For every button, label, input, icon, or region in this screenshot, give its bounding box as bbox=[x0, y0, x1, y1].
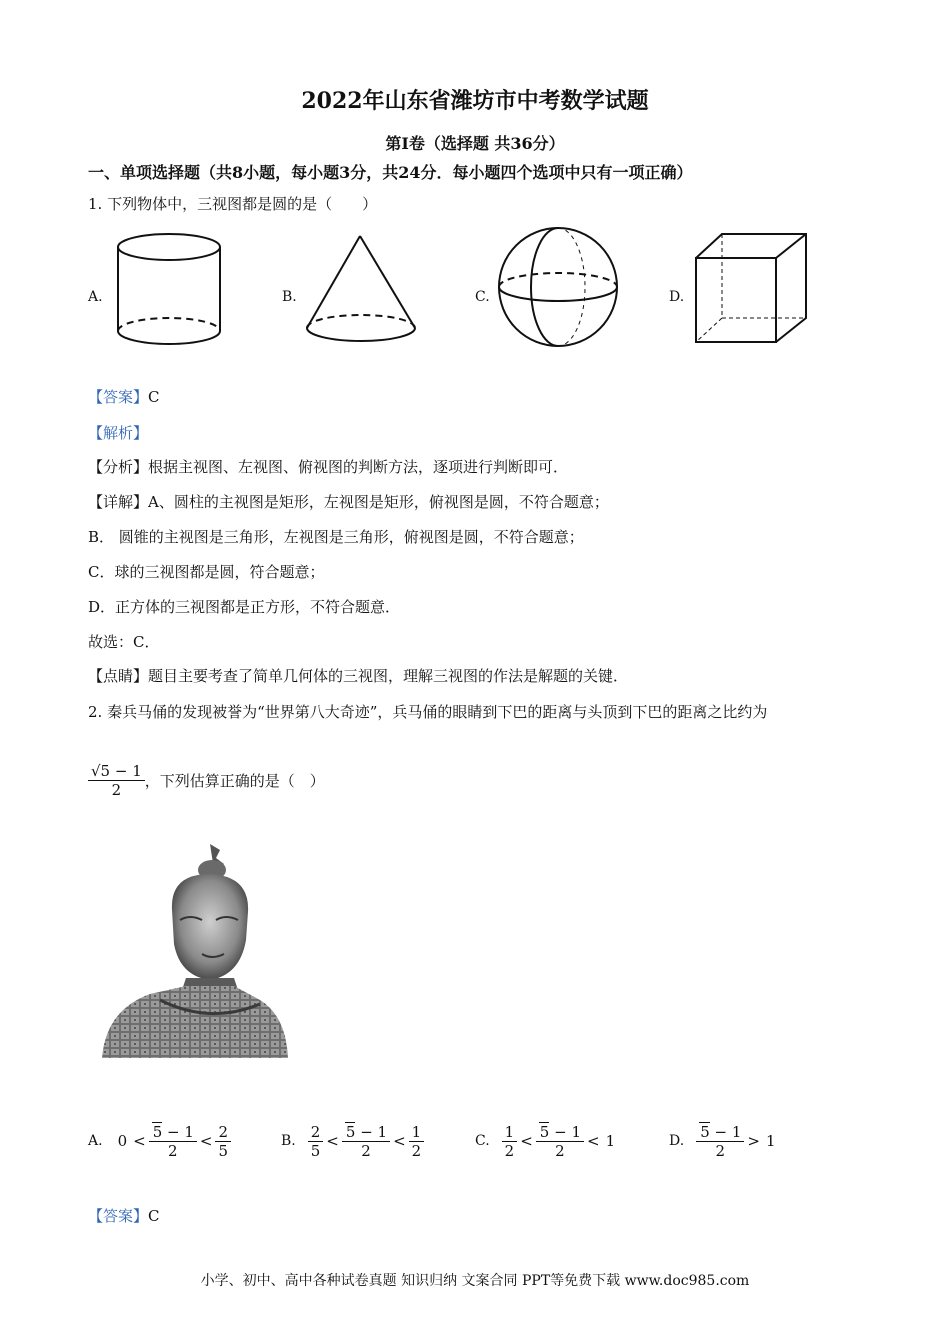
less-than-sign: < bbox=[133, 1132, 146, 1150]
option-right-fraction bbox=[215, 1123, 231, 1160]
option-letter: B. bbox=[281, 1133, 296, 1149]
q2-option-a bbox=[88, 1122, 231, 1160]
xiangjie-tag: 【详解】 bbox=[88, 493, 149, 511]
q1-line-b: B． 圆锥的主视图是三角形，左视图是三角形，俯视图是圆，不符合题意； bbox=[88, 528, 584, 546]
fraction-denominator: 2 bbox=[111, 781, 122, 799]
option-right-fraction bbox=[409, 1123, 425, 1160]
option-letter: D. bbox=[669, 1133, 685, 1149]
dianjing-tag: 【点睛】 bbox=[88, 667, 149, 685]
sqrt-5: 5 bbox=[539, 1123, 550, 1141]
fraction-numerator: √5 − 1 bbox=[88, 762, 145, 781]
greater-than-sign: > bbox=[747, 1132, 760, 1150]
denominator: 5 bbox=[310, 1141, 321, 1160]
section-heading: 一、单项选择题（共8小题，每小题3分，共24分．每小题四个选项中只有一项正确） bbox=[88, 163, 693, 182]
sqrt-5: 5 bbox=[700, 1123, 710, 1141]
q1-dianjing bbox=[88, 665, 628, 686]
q2-stem-fraction-line bbox=[88, 762, 325, 799]
dianjing-text: 题目主要考查了简单几何体的三视图，理解三视图的作法是解题的关键． bbox=[148, 667, 629, 685]
q1-line-c: C．球的三视图都是圆，符合题意； bbox=[88, 563, 325, 581]
q1-fenxi bbox=[88, 456, 568, 477]
fraction-denominator: 2 bbox=[555, 1142, 565, 1160]
option-letter: A. bbox=[88, 1133, 103, 1149]
numerator: 2 bbox=[308, 1123, 324, 1142]
golden-ratio-fraction bbox=[696, 1122, 744, 1160]
fraction-denominator: 2 bbox=[361, 1142, 371, 1160]
q1-conclusion: 故选：C． bbox=[88, 633, 160, 651]
minus-one: − 1 bbox=[709, 1123, 742, 1141]
q1-option-b-label: B. bbox=[282, 289, 297, 305]
less-than-sign: < bbox=[326, 1132, 339, 1150]
sphere-figure bbox=[497, 226, 621, 350]
answer-value: C bbox=[148, 388, 160, 406]
paper-subtitle: 第Ⅰ卷（选择题 共36分） bbox=[385, 134, 565, 153]
q1-option-d-label: D. bbox=[669, 289, 685, 305]
option-right-value: 1 bbox=[605, 1132, 616, 1150]
answer-value: C bbox=[148, 1207, 160, 1225]
numerator: 1 bbox=[502, 1123, 518, 1142]
numerator: 2 bbox=[215, 1123, 231, 1142]
q1-stem: 1. 下列物体中，三视图都是圆的是（ ） bbox=[88, 195, 378, 213]
fenxi-text: 根据主视图、左视图、俯视图的判断方法，逐项进行判断即可． bbox=[148, 458, 569, 476]
q1-analysis-tag: 【解析】 bbox=[88, 424, 149, 442]
answer-tag: 【答案】 bbox=[88, 388, 149, 406]
option-left-fraction bbox=[308, 1123, 324, 1160]
q2-stem: 2. 秦兵马俑的发现被誉为“世界第八大奇迹”，兵马俑的眼睛到下巴的距离与头顶到下巴的距离之比约为 bbox=[88, 703, 768, 721]
option-left-value: 0 bbox=[117, 1132, 128, 1150]
q1-option-a-label: A. bbox=[88, 289, 103, 305]
minus-one: − 1 bbox=[549, 1123, 581, 1141]
xiangjie-text: A、圆柱的主视图是矩形，左视图是矩形，俯视图是圆，不符合题意； bbox=[148, 493, 609, 511]
answer-tag: 【答案】 bbox=[88, 1207, 149, 1225]
option-letter: C. bbox=[475, 1133, 490, 1149]
page-footer: 小学、初中、高中各种试卷真题 知识归纳 文案合同 PPT等免费下载 www.doc985.com bbox=[200, 1273, 750, 1289]
q1-xiangjie bbox=[88, 491, 609, 512]
minus-one: − 1 bbox=[162, 1123, 194, 1141]
q2-option-c bbox=[475, 1122, 618, 1160]
terracotta-warrior-image bbox=[100, 840, 290, 1060]
denominator: 2 bbox=[504, 1141, 515, 1160]
less-than-sign: < bbox=[393, 1132, 406, 1150]
less-than-sign: < bbox=[587, 1132, 600, 1150]
numerator: 1 bbox=[409, 1123, 425, 1142]
q1-option-c-label: C. bbox=[475, 289, 490, 305]
q2-answer bbox=[88, 1205, 160, 1226]
cone-figure bbox=[302, 232, 422, 344]
sqrt-5: 5 bbox=[152, 1123, 163, 1141]
q2-option-b bbox=[281, 1122, 424, 1160]
fraction-denominator: 2 bbox=[168, 1142, 178, 1160]
sqrt-5: 5 bbox=[345, 1123, 356, 1141]
minus-one: − 1 bbox=[355, 1123, 388, 1141]
golden-ratio-fraction bbox=[88, 762, 145, 799]
fenxi-tag: 【分析】 bbox=[88, 458, 149, 476]
q2-stem-tail: ，下列估算正确的是（ ） bbox=[144, 772, 325, 790]
q1-line-d: D．正方体的三视图都是正方形，不符合题意． bbox=[88, 598, 401, 616]
option-left-fraction bbox=[502, 1123, 518, 1160]
golden-ratio-fraction bbox=[342, 1122, 390, 1160]
cylinder-figure bbox=[114, 230, 224, 345]
less-than-sign: < bbox=[199, 1132, 213, 1150]
denominator: 2 bbox=[411, 1141, 422, 1160]
q2-option-d bbox=[669, 1122, 779, 1160]
denominator: 5 bbox=[218, 1141, 229, 1160]
golden-ratio-fraction bbox=[536, 1122, 584, 1160]
cube-figure bbox=[692, 230, 812, 348]
golden-ratio-fraction bbox=[149, 1122, 197, 1160]
fraction-denominator: 2 bbox=[715, 1142, 726, 1160]
option-right-value: 1 bbox=[765, 1132, 776, 1150]
less-than-sign: < bbox=[520, 1132, 533, 1150]
page-title: 2022年山东省潍坊市中考数学试题 bbox=[301, 88, 649, 114]
q1-answer bbox=[88, 386, 160, 407]
